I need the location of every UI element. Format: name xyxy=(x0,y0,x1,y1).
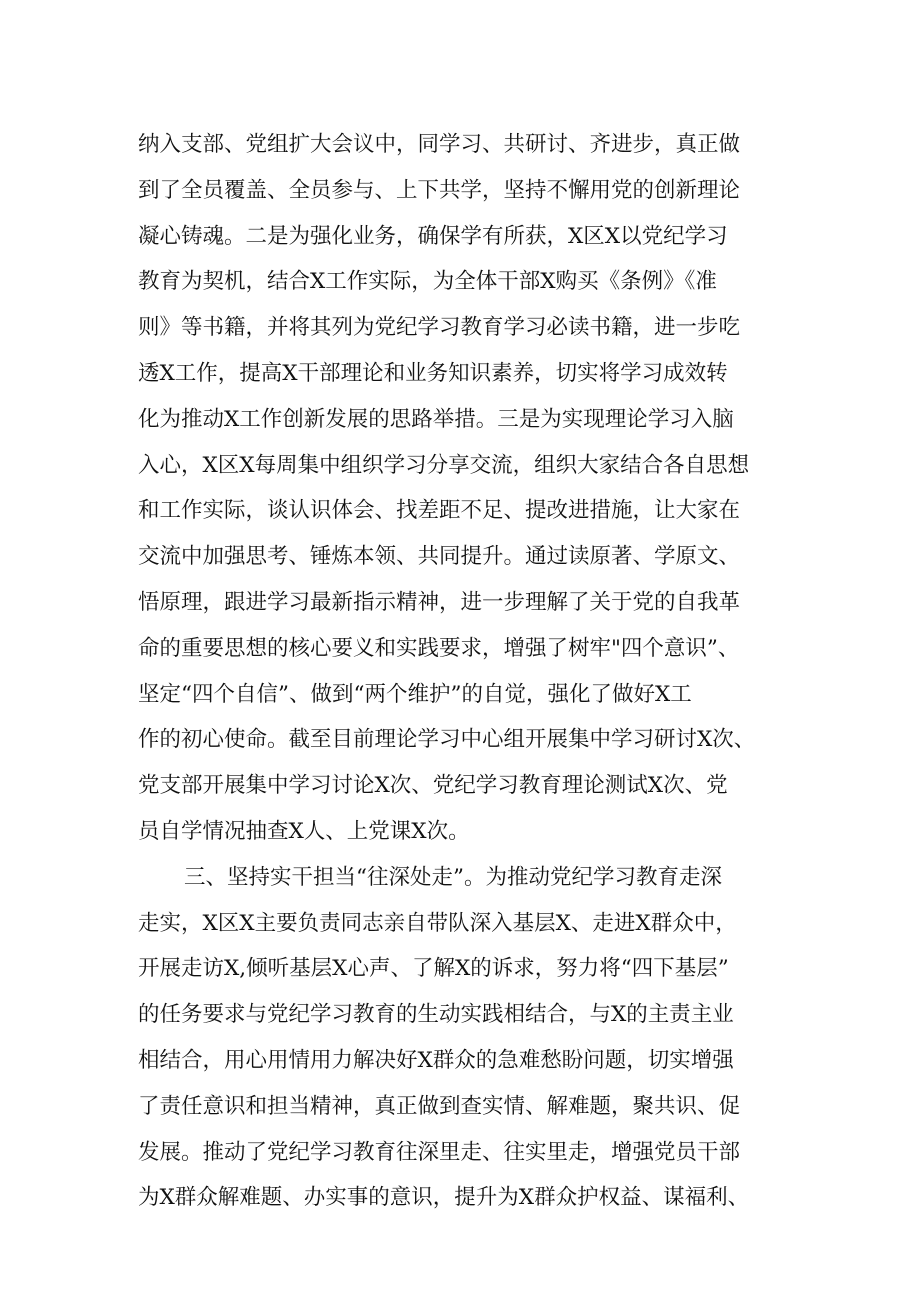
text-line: 的任务要求与党纪学习教育的生动实践相结合，与X的主责主业 xyxy=(138,1002,734,1028)
text-line: 凝心铸魂。二是为强化业务，确保学有所获，X区X以党纪学习 xyxy=(138,223,728,249)
text-line: 员自学情况抽查X人、上党课X次。 xyxy=(138,818,470,844)
text-line: 入心，X区X每周集中组织学习分享交流，组织大家结合各自思想 xyxy=(138,452,750,478)
document-body xyxy=(138,122,798,1221)
text-line: 发展。推动了党纪学习教育往深里走、往实里走，增强党员干部 xyxy=(138,1139,741,1165)
text-line: 了责任意识和担当精神，真正做到查实情、解难题，聚共识、促 xyxy=(138,1093,741,1119)
text-line: 交流中加强思考、锤炼本领、共同提升。通过读原著、学原文、 xyxy=(138,544,741,570)
text-line: 党支部开展集中学习讨论X次、党纪学习教育理论测试X次、党 xyxy=(138,773,728,799)
text-line: 和工作实际，谈认识体会、找差距不足、提改进措施，让大家在 xyxy=(138,498,741,524)
text-line: 作的初心使命。截至目前理论学习中心组开展集中学习研讨X次、 xyxy=(138,727,756,753)
text-line: 走实，X区X主要负责同志亲自带队深入基层X、走进X群众中， xyxy=(138,910,737,936)
text-line: 化为推动X工作创新发展的思路举措。三是为实现理论学习入脑 xyxy=(138,406,734,432)
paragraph-section-three xyxy=(138,855,798,1221)
text-line: 纳入支部、党组扩大会议中，同学习、共研讨、齐进步，真正做 xyxy=(138,132,741,157)
text-line: 悟原理，跟进学习最新指示精神，进一步理解了关于党的自我革 xyxy=(138,589,741,615)
text-line: 相结合，用心用情用力解决好X群众的急难愁盼问题，切实增强 xyxy=(138,1047,734,1073)
text-line: 到了全员覆盖、全员参与、上下共学，坚持不懈用党的创新理论 xyxy=(138,177,741,203)
paragraph-continuation xyxy=(138,122,798,855)
text-line: 命的重要思想的核心要义和实践要求，增强了树牢"四个意识”、 xyxy=(138,635,740,661)
text-line: 则》等书籍，并将其列为党纪学习教育学习必读书籍，进一步吃 xyxy=(138,315,741,341)
section-heading-line: 三、坚持实干担当“往深处走”。为推动党纪学习教育走深 xyxy=(184,864,722,890)
text-line: 透X工作，提高X干部理论和业务知识素养，切实将学习成效转 xyxy=(138,360,728,386)
text-line: 教育为契机，结合X工作实际，为全体干部X购买《条例》《准 xyxy=(138,269,717,295)
text-line: 坚定“四个自信”、做到“两个维护”的自觉，强化了做好X工 xyxy=(138,681,692,707)
text-line: 为X群众解难题、办实事的意识，提升为X群众护权益、谋福利、 xyxy=(138,1185,750,1211)
text-line: 开展走访X,倾听基层X心声、了解X的诉求，努力将“四下基层” xyxy=(138,956,729,982)
